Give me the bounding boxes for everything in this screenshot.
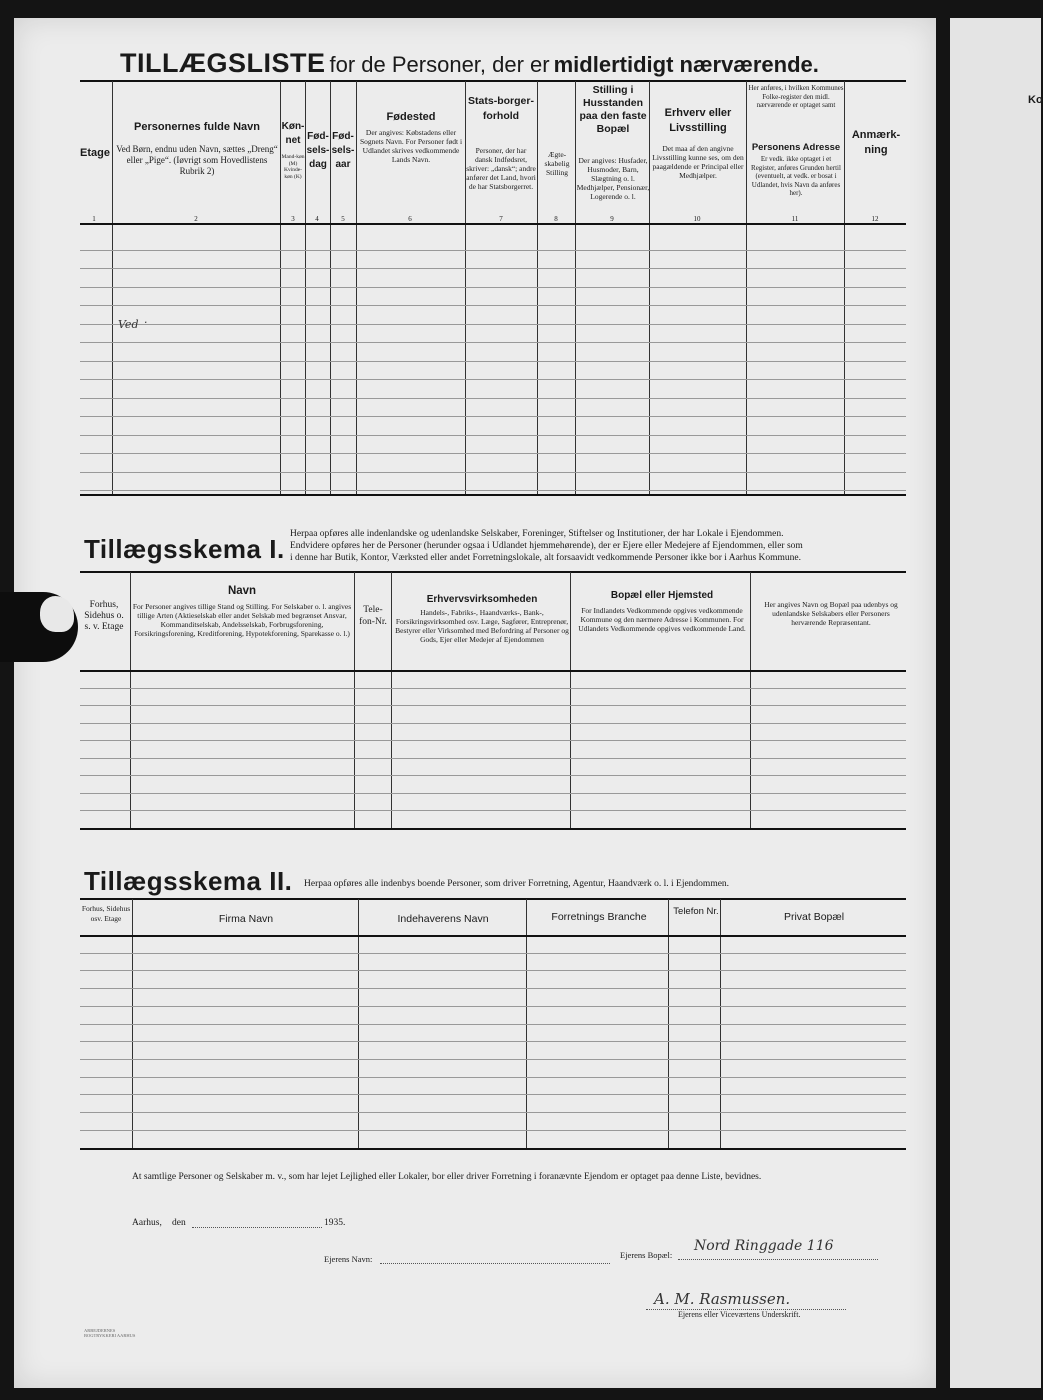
row-rule — [80, 361, 906, 362]
row-rule — [80, 1006, 906, 1007]
skema1-top-rule — [80, 571, 906, 573]
attestation-text: At samtlige Personer og Selskaber m. v., som har lejet Lejlighed eller Lokaler, bor eller driver Forretning i foranævnte Ejendom er optaget paa denne Liste, bevidnes. — [132, 1172, 762, 1182]
row-rule — [80, 305, 906, 306]
col-gender-desc: Mand-køn (M) Kvinde-køn (K) — [281, 154, 305, 180]
row-rule — [80, 1112, 906, 1113]
row-rule — [80, 970, 906, 971]
handwritten-dot: · — [144, 316, 148, 329]
owner-name-label: Ejerens Navn: — [324, 1254, 373, 1264]
column-divider — [391, 572, 392, 828]
col-etage-head: Etage — [80, 147, 110, 159]
row-rule — [80, 250, 906, 251]
row-rule — [80, 758, 906, 759]
column-number: 7 — [499, 215, 503, 223]
column-number: 9 — [610, 215, 614, 223]
skema1-col-erhverv-head: Erhvervsvirksomheden — [426, 594, 538, 605]
row-rule — [80, 490, 906, 491]
col-address-head: Personens Adresse — [751, 142, 841, 153]
col-address-desc2: Er vedk. ikke optaget i et Register, anføres Grunden hertil (eventuelt, at vedk. er bosat i Udlandet, hvis Navn da anføres her). — [751, 155, 841, 197]
row-rule — [80, 1077, 906, 1078]
signing-year: 1935. — [324, 1218, 346, 1228]
skema2-col-branche: Forretnings Branche — [551, 911, 647, 923]
row-rule — [80, 324, 906, 325]
column-number: 1 — [92, 215, 96, 223]
skema1-bottom-rule — [80, 828, 906, 830]
date-line — [192, 1227, 322, 1228]
row-rule — [80, 775, 906, 776]
printer-imprint: ARBEJDERNES BOGTRYKKERI AARHUS — [84, 1328, 136, 1338]
column-number: 2 — [194, 215, 198, 223]
row-rule — [80, 435, 906, 436]
row-rule — [80, 953, 906, 954]
col-household-head: Stilling i Husstanden paa den faste Bopæl — [579, 84, 647, 135]
row-rule — [80, 1130, 906, 1131]
thumb-holding-page — [0, 592, 78, 662]
column-divider — [130, 572, 131, 828]
skema2-top-rule — [80, 898, 906, 900]
skema1-title: Tillægsskema I. — [84, 534, 285, 564]
skema2-col-telefon: Telefon Nr. — [673, 906, 719, 917]
col-marital-head: Ægte-skabelig Stilling — [544, 150, 570, 177]
skema1-col-erhverv-desc: Handels-, Fabriks-, Haandværks-, Bank-, Forsikringsvirksomhed osv. Læge, Sagfører, Entreprenør, Bestyrer eller Virksomhed med Befordring af Personer og Gods, Ejer eller Medejer af Ejendommen — [395, 608, 569, 644]
signing-den: den — [172, 1218, 186, 1228]
col-citizenship-desc: Personer, der har dansk Indfødsret, skriver: „dansk“; andre anfører det Land, hvori de har Statsborgerret. — [466, 146, 536, 191]
row-rule — [80, 398, 906, 399]
row-rule — [80, 342, 906, 343]
skema1-col-etage: Forhus, Sidehus o. s. v. Etage — [84, 600, 124, 632]
owner-address-value: Nord Ringgade 116 — [694, 1238, 834, 1254]
column-number: 12 — [871, 215, 879, 223]
row-rule — [80, 379, 906, 380]
list-title-main: TILLÆGSLISTE — [120, 48, 326, 78]
skema1-intro — [290, 528, 910, 564]
row-rule — [80, 1094, 906, 1095]
signature-label: Ejerens eller Viceværtens Underskrift. — [678, 1310, 801, 1319]
row-rule — [80, 723, 906, 724]
owner-address-label: Ejerens Bopæl: — [620, 1250, 673, 1260]
skema1-col-bopael-head: Bopæl eller Hjemsted — [610, 590, 714, 601]
row-rule — [80, 793, 906, 794]
row-rule — [80, 740, 906, 741]
col-household-desc: Der angives: Husfader, Husmoder, Barn, Slægtning o. l. Medhjælper, Pensionær, Logerende o. l. — [576, 156, 650, 201]
skema2-col-indehaver: Indehaverens Navn — [397, 913, 489, 925]
skema1-col-navn-head: Navn — [227, 585, 257, 597]
skema2-bottom-rule — [80, 1148, 906, 1150]
col-citizenship-head: Stats-borger-forhold — [468, 95, 534, 122]
skema2-intro: Herpaa opføres alle indenbys boende Personer, som driver Forretning, Agentur, Haandværk o. l. i Ejendommen. — [304, 879, 730, 889]
skema2-header-rule — [80, 935, 906, 937]
skema1-intro-line-2: Endvidere opføres her de Personer (herunder ogsaa i Udlandet hjemmehørende), der er Ejere eller Medejere af Ejendommen, eller som — [290, 541, 803, 551]
owner-name-line — [380, 1263, 610, 1264]
column-number: 11 — [791, 215, 799, 223]
skema1-col-navn-desc: For Personer angives tillige Stand og Stilling. For Selskaber o. l. angives tillige Arten (Aktieselskab eller andet Selskab med begrænset Ansvar, Kommanditselskab, Andelsselskab, Forbrugsforening, Forsikringsforening, Kreditforening, Hypotekforening, Sparekasse o. l.) — [132, 602, 352, 638]
row-rule — [80, 688, 906, 689]
skema1-intro-line-3: i denne har Butik, Kontor, Værksted eller andet Forretningslokale, alt forsaavidt vedkommende Personer ikke bor i Aarhus Kommune. — [290, 553, 802, 563]
list-bottom-rule — [80, 494, 906, 496]
row-rule — [80, 705, 906, 706]
signing-place: Aarhus, — [132, 1218, 162, 1228]
list-top-rule — [80, 80, 906, 82]
owner-address-line — [678, 1259, 878, 1260]
column-divider — [750, 572, 751, 828]
row-rule — [80, 988, 906, 989]
column-number: 10 — [693, 215, 701, 223]
skema1-intro-line-1: Herpaa opføres alle indenlandske og udenlandske Selskaber, Foreninger, Stiftelser og Institutioner, der har Lokale i Ejendommen. — [290, 529, 784, 539]
column-number: 3 — [291, 215, 295, 223]
list-title-bold: midlertidigt nærværende. — [553, 52, 819, 77]
col-remark-head: Anmærk-ning — [851, 129, 901, 156]
col-name-desc: Ved Børn, endnu uden Navn, sættes „Dreng“ eller „Pige“. (Iøvrigt som Hovedlistens Rubrik 2) — [116, 144, 278, 176]
skema2-col-bopael: Privat Bopæl — [783, 911, 845, 923]
row-rule — [80, 268, 906, 269]
column-divider — [570, 572, 571, 828]
column-number: 5 — [341, 215, 345, 223]
handwritten-mark: Ved — [118, 318, 139, 331]
signature: A. M. Rasmussen. — [654, 1290, 791, 1308]
col-byear-head: Fød-sels-aar — [331, 131, 355, 170]
row-rule — [80, 472, 906, 473]
column-number: 8 — [554, 215, 558, 223]
column-number: 6 — [408, 215, 412, 223]
column-divider — [354, 572, 355, 828]
form-sheet — [14, 18, 936, 1388]
skema2-col-etage: Forhus, Sidehus osv. Etage — [81, 904, 131, 923]
adjacent-page-text: Ko — [1028, 94, 1043, 106]
adjacent-page — [950, 18, 1041, 1388]
row-rule — [80, 1024, 906, 1025]
col-birthplace-desc: Der angives: Købstadens eller Sognets Navn. For Personer født i Udlandet skrives vedkommende Lands Navn. — [359, 128, 463, 164]
skema1-col-bopael-desc: For Indlandets Vedkommende opgives vedkommende Kommune og den nærmere Adresse i Kommunen. For Udlandets Vedkommende opgives vedkommende Land. — [578, 606, 746, 633]
col-occupation-head: Erhverv eller Livsstilling — [664, 107, 732, 134]
skema1-col-repr: Her angives Navn og Bopæl paa udenbys og udenlandske Selskabers eller Personers herværende Repræsentant. — [764, 600, 898, 627]
list-title-rest: for de Personer, der er — [329, 52, 550, 77]
row-rule — [80, 416, 906, 417]
row-rule — [80, 1059, 906, 1060]
row-rule — [80, 287, 906, 288]
col-occupation-desc: Det maa af den angivne Livsstilling kunne ses, om den paagældende er Principal eller Medhjælper. — [652, 144, 744, 180]
row-rule — [80, 810, 906, 811]
col-gender-head: Køn-net — [281, 121, 305, 146]
col-name-head: Personernes fulde Navn — [134, 121, 260, 133]
skema2-col-firma: Firma Navn — [218, 913, 274, 925]
list-header-rule — [80, 223, 906, 225]
row-rule — [80, 453, 906, 454]
skema2-title: Tillægsskema II. — [84, 866, 293, 896]
row-rule — [80, 1041, 906, 1042]
col-address-desc: Her anføres, i hvilken Kommunes Folke-register den midl. nærværende er optaget samt — [748, 84, 844, 109]
skema1-header-rule — [80, 670, 906, 672]
col-bday-head: Fød-sels-dag — [306, 131, 330, 170]
col-birthplace-head: Fødested — [386, 111, 436, 123]
column-number: 4 — [315, 215, 319, 223]
list-title — [120, 48, 819, 79]
skema1-col-telefon: Tele-fon-Nr. — [359, 605, 387, 627]
